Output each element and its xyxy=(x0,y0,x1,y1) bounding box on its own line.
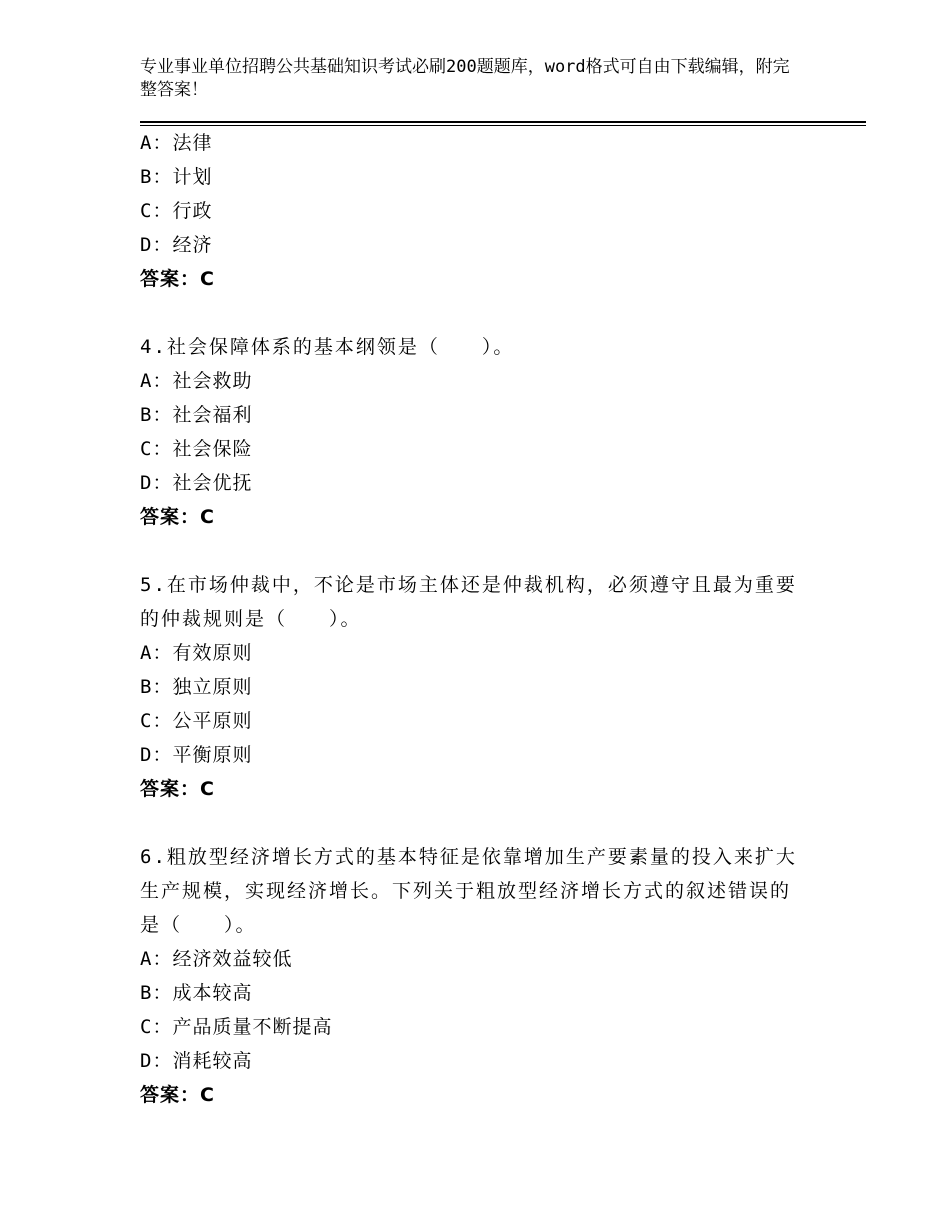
option-d: D：经济 xyxy=(140,234,213,256)
answer-line: 答案：C xyxy=(140,268,215,290)
option-b: B：社会福利 xyxy=(140,404,253,426)
answer-line: 答案：C xyxy=(140,778,215,800)
spacer xyxy=(140,296,800,330)
question-block-5 xyxy=(140,568,800,806)
option-b: B：计划 xyxy=(140,166,213,188)
option-d: D：平衡原则 xyxy=(140,744,253,766)
header-rule-thick xyxy=(140,121,866,123)
question-text: 4.社会保障体系的基本纲领是（ ）。 xyxy=(140,336,515,358)
question-text: 6.粗放型经济增长方式的基本特征是依靠增加生产要素量的投入来扩大生产规模，实现经济增长。下列关于粗放型经济增长方式的叙述错误的是（ ）。 xyxy=(140,846,797,936)
option-d: D：社会优抚 xyxy=(140,472,253,494)
option-a: A：经济效益较低 xyxy=(140,948,293,970)
document-header xyxy=(140,56,790,102)
answer-line: 答案：C xyxy=(140,1084,215,1106)
option-d: D：消耗较高 xyxy=(140,1050,253,1072)
question-block-6 xyxy=(140,840,800,1112)
question-block-continued xyxy=(140,126,800,296)
option-a: A：社会救助 xyxy=(140,370,253,392)
question-block-4 xyxy=(140,330,800,534)
option-a: A：有效原则 xyxy=(140,642,253,664)
question-list xyxy=(140,126,800,1112)
answer-line: 答案：C xyxy=(140,506,215,528)
document-title: 专业事业单位招聘公共基础知识考试必刷200题题库，word格式可自由下载编辑，附完整答案！ xyxy=(140,57,790,100)
option-c: C：产品质量不断提高 xyxy=(140,1016,333,1038)
option-c: C：公平原则 xyxy=(140,710,253,732)
spacer xyxy=(140,534,800,568)
question-text: 5.在市场仲裁中，不论是市场主体还是仲裁机构，必须遵守且最为重要的仲裁规则是（ ）。 xyxy=(140,574,797,630)
option-c: C：行政 xyxy=(140,200,213,222)
option-b: B：成本较高 xyxy=(140,982,253,1004)
option-a: A：法律 xyxy=(140,132,213,154)
spacer xyxy=(140,806,800,840)
option-c: C：社会保险 xyxy=(140,438,253,460)
option-b: B：独立原则 xyxy=(140,676,253,698)
